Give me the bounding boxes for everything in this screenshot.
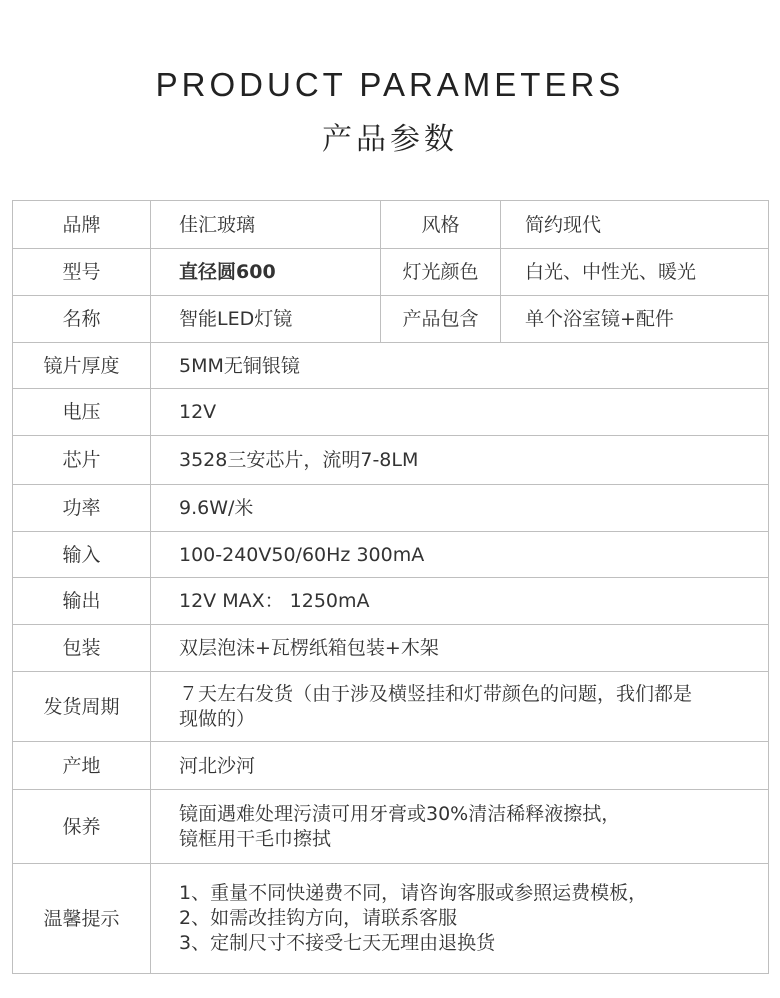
- param-value: 100-240V50/60Hz 300mA: [151, 532, 769, 578]
- param-label: 产地: [13, 742, 151, 790]
- page-title-en: PRODUCT PARAMETERS: [155, 66, 625, 103]
- delivery-line: 现做的）: [179, 707, 256, 730]
- param-label: 风格: [381, 201, 501, 249]
- param-label: 保养: [13, 790, 151, 864]
- param-label: 灯光颜色: [381, 249, 501, 296]
- table-row: [13, 532, 769, 578]
- tips-line: 2、如需改挂钩方向，请联系客服: [179, 907, 458, 929]
- table-row: [13, 742, 769, 790]
- param-value: 5MM无铜银镜: [151, 343, 769, 389]
- param-value: 单个浴室镜+配件: [501, 296, 769, 343]
- param-label: 品牌: [13, 201, 151, 249]
- table-row: [13, 625, 769, 672]
- page-title-zh: 产品参数: [322, 122, 458, 157]
- param-label: 型号: [13, 249, 151, 296]
- param-value: 智能LED灯镜: [151, 296, 381, 343]
- tips-line: 3、定制尺寸不接受七天无理由退换货: [179, 932, 496, 954]
- param-label: 名称: [13, 296, 151, 343]
- param-label: 镜片厚度: [13, 343, 151, 389]
- table-row: [13, 201, 769, 249]
- param-label: 发货周期: [13, 672, 151, 742]
- table-row: [13, 864, 769, 974]
- param-value: 简约现代: [501, 201, 769, 249]
- param-value: 12V MAX： 1250mA: [151, 578, 769, 625]
- table-row: [13, 389, 769, 436]
- table-row: [13, 343, 769, 389]
- param-label: 温馨提示: [13, 864, 151, 974]
- param-value: [151, 790, 769, 864]
- param-value: 9.6W/米: [151, 485, 769, 532]
- table-row: [13, 249, 769, 296]
- param-label: 芯片: [13, 436, 151, 485]
- param-value: [151, 864, 769, 974]
- tips-line: 1、重量不同快递费不同，请咨询客服或参照运费模板，: [179, 882, 648, 904]
- param-label: 功率: [13, 485, 151, 532]
- param-value: 直径圆600: [151, 249, 381, 296]
- header: [0, 0, 780, 200]
- table-row: [13, 485, 769, 532]
- care-line: 镜面遇难处理污渍可用牙膏或30%清洁稀释液擦拭，: [179, 802, 621, 825]
- delivery-line: ７天左右发货（由于涉及横竖挂和灯带颜色的问题，我们都是: [179, 682, 693, 705]
- param-value: 河北沙河: [151, 742, 769, 790]
- param-label: 输入: [13, 532, 151, 578]
- table-row: [13, 436, 769, 485]
- table-row: [13, 672, 769, 742]
- parameter-table: [12, 200, 769, 974]
- param-label: 输出: [13, 578, 151, 625]
- table-row: [13, 296, 769, 343]
- param-label: 电压: [13, 389, 151, 436]
- param-value: 白光、中性光、暖光: [501, 249, 769, 296]
- care-line: 镜框用干毛巾擦拭: [179, 827, 332, 850]
- param-label: 产品包含: [381, 296, 501, 343]
- param-value: 双层泡沫+瓦楞纸箱包装+木架: [151, 625, 769, 672]
- table-row: [13, 578, 769, 625]
- param-label: 包装: [13, 625, 151, 672]
- param-value: 12V: [151, 389, 769, 436]
- param-value: 3528三安芯片，流明7-8LM: [151, 436, 769, 485]
- param-value: [151, 672, 769, 742]
- table-row: [13, 790, 769, 864]
- param-value: 佳汇玻璃: [151, 201, 381, 249]
